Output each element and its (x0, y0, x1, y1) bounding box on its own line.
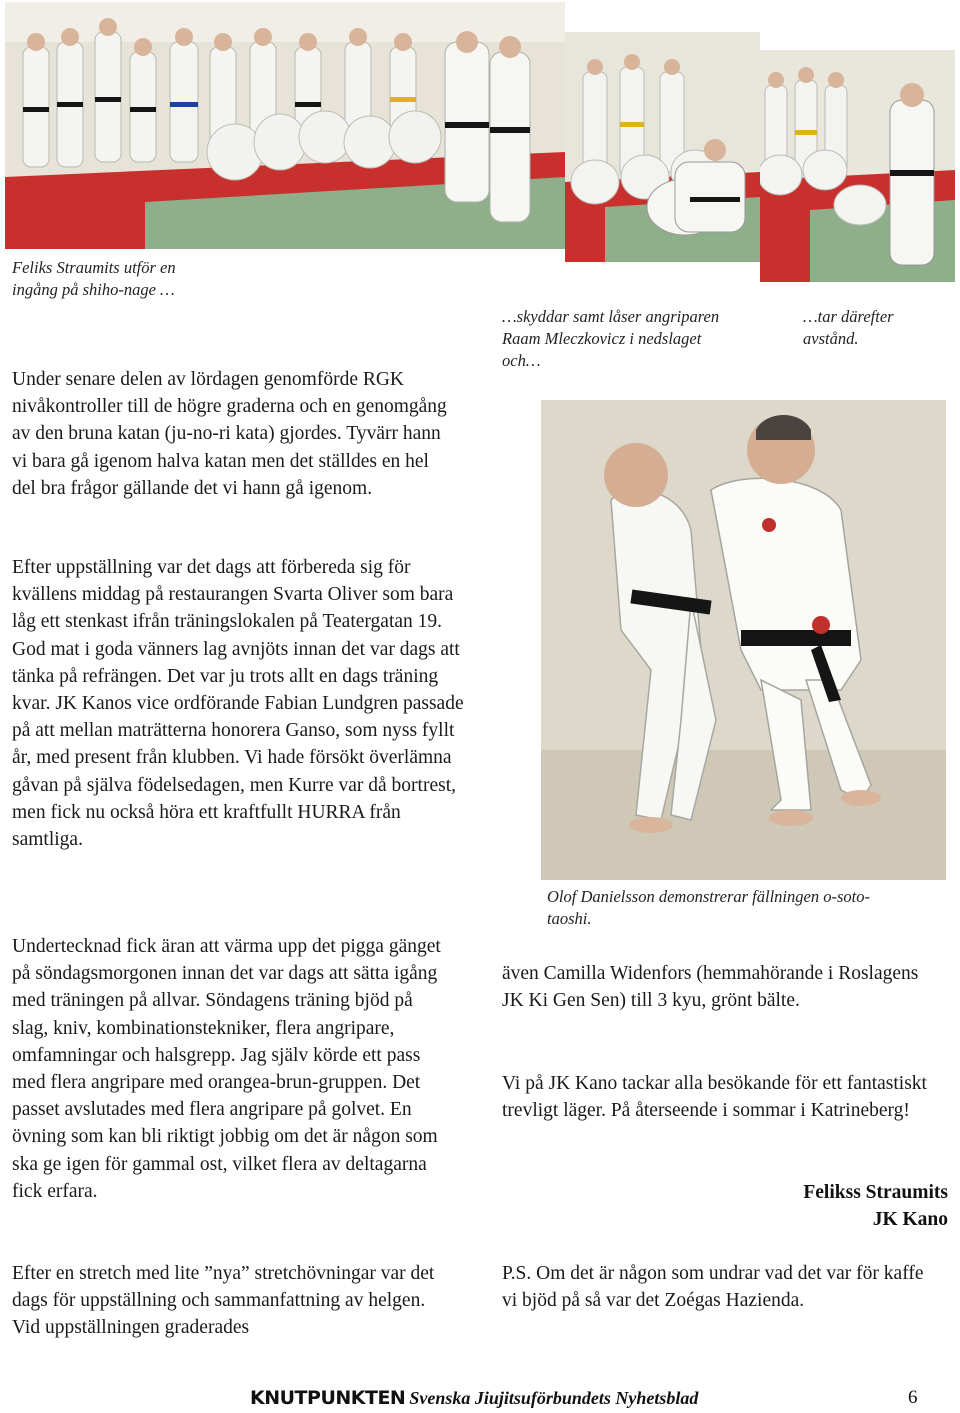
caption-photo-middle: …skyddar samt låser angriparen Raam Mleczkovicz i nedslaget och… (502, 307, 720, 370)
right-paragraph-2: Vi på JK Kano tackar alla besökande för ett fantastiskt trevligt läger. På återseende i sommar i Katrineberg! (502, 1073, 927, 1122)
caption-photo-left: Feliks Straumits utför en ingång på shiho-nage … (12, 258, 176, 299)
caption-photo-large: Olof Danielsson demonstrerar fällningen o-soto-taoshi. (547, 887, 870, 928)
postscript: P.S. Om det är någon som undrar vad det var för kaffe vi bjöd på så var det Zoégas Hazienda. (502, 1263, 924, 1312)
caption-photo-right: …tar därefter avstånd. (803, 307, 894, 348)
signature-club: JK Kano (872, 1209, 948, 1230)
right-paragraph-1: även Camilla Widenfors (hemmahörande i Roslagens JK Ki Gen Sen) till 3 kyu, grönt bälte. (502, 963, 919, 1012)
signature-name: Felikss Straumits (803, 1182, 948, 1203)
footer-brand: KNUTPUNKTEN (250, 1387, 406, 1409)
footer (250, 1387, 770, 1409)
footer-subtitle: Svenska Jiujitsuförbundets Nyhetsblad (409, 1388, 699, 1408)
photo-o-soto-taoshi (541, 400, 946, 880)
photo-lock-sequence (565, 32, 760, 262)
photo-group-audience (5, 2, 565, 249)
article-paragraph-2: Efter uppställning var det dags att förbereda sig för kvällens middag på restaurangen Svarta Oliver som bara låg ett stenkast ifrån träningslokalen på Teatergatan 19. God mat i goda vänners lag avnjöts innan det var dags att tänka på refrängen. Det var ju trots allt en dags träning kvar. JK Kanos vice ordförande Fabian Lundgren passade på att mellan maträtterna honorera Ganso, som nyss fyllt år, med present från klubben. Vi hade försökt överlämna gåvan på själva födelsedagen, men Kurre var då bortrest, men fick nu också höra ett kraftfullt HURRA från samtliga. (12, 557, 464, 851)
article-paragraph-4: Efter en stretch med lite ”nya” stretchövningar var det dags för uppställning och sammanfattning av helgen. Vid uppställningen graderades (12, 1263, 435, 1339)
article-paragraph-1: Under senare delen av lördagen genomförde RGK nivåkontroller till de högre graderna och en genomgång av den bruna katan (ju-no-ri kata) gjordes. Tyvärr hann vi bara gå igenom halva katan men det ställdes en hel del bra frågor gällande det vi hann gå igenom. (12, 369, 447, 499)
page-number: 6 (908, 1387, 918, 1408)
photo-distance-sequence (760, 50, 955, 282)
article-paragraph-3: Undertecknad fick äran att värma upp det pigga gänget på söndagsmorgonen innan det var dags att sätta igång med träningen på allvar. Söndagens träning bjöd på slag, kniv, kombinationstekniker, flera angripare, omfamningar och halsgrepp. Jag själv körde ett pass med flera angripare med orangea-brun-gruppen. Det passet avslutades med flera angripare på golvet. En övning som kan bli riktigt jobbig om det är någon som ska ge igen för gammal ost, vilket flera av deltagarna fick erfara. (12, 936, 441, 1202)
